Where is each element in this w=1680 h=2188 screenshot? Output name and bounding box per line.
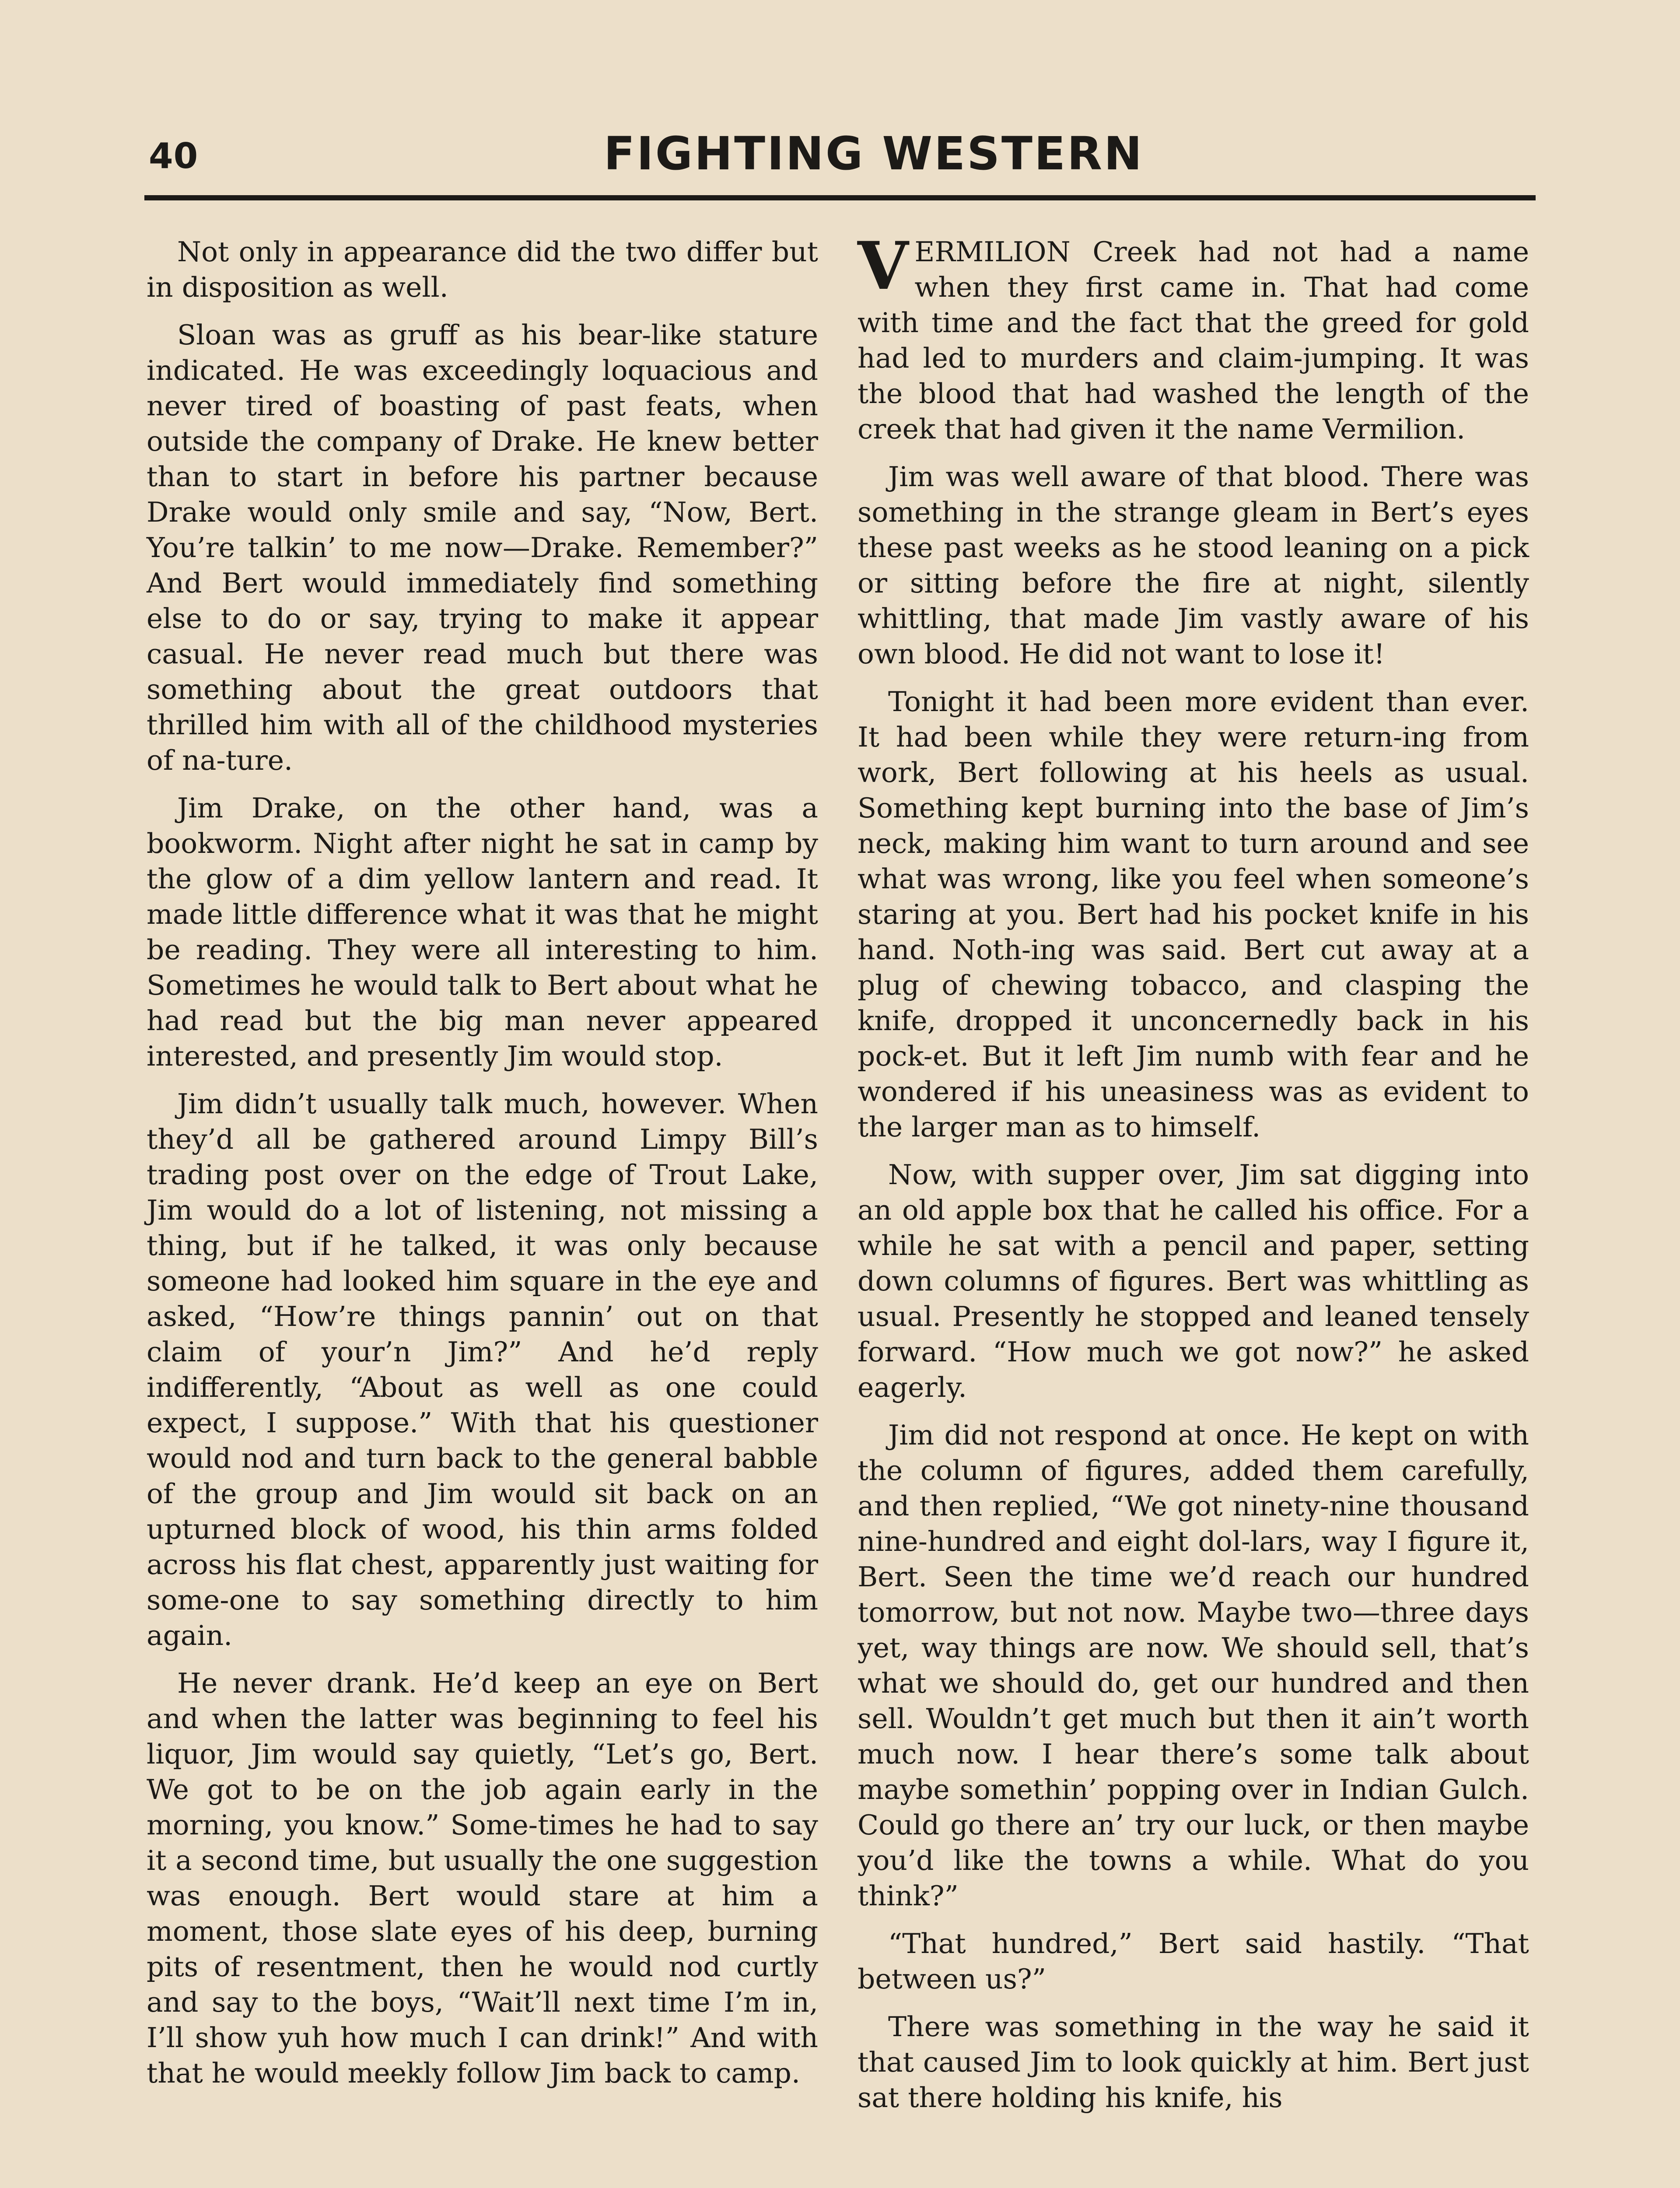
opening-paragraph-text: ERMILION Creek had not had a name when they first came in. That had come with time and the fact that the greed for gold had led to murders and claim-jumping. It was the blood that had washed the length of the creek that had given it the name Vermilion. [858,236,1529,445]
magazine-title: FIGHTING WESTERN [604,127,1144,180]
paragraph: Jim was well aware of that blood. There was something in the strange gleam in Bert’s eyes these past weeks as he stood leaning on a pick or sitting before the fire at night, silently whittling, that made Jim vastly aware of his own blood. He did not want to lose it! [858,461,1529,670]
paragraph: He never drank. He’d keep an eye on Bert and when the latter was beginning to feel his liquor, Jim would say quietly, “Let’s go, Bert. We got to be on the job again early in the morning, you know.” Some-times he had to say it a second time, but usually the one suggestion was enough. Bert would stare at him a moment, those slate eyes of his deep, burning pits of resentment, then he would nod curtly and say to the boys, “Wait’ll next time I’m in, I’ll show yuh how much I can drink!” And with that he would meekly follow Jim back to camp. [147,1667,818,2089]
paragraph: Jim did not respond at once. He kept on with the column of figures, added them carefully, and then replied, “We got ninety-nine thousand nine-hundred and eight dol-lars, way I figure it, Bert. Seen the time we’d reach our hundred tomorrow, but not now. Maybe two—three days yet, way things are now. We should sell, that’s what we should do, get our hundred and then sell. Wouldn’t get much but then it ain’t worth much now. I hear there’s some talk about maybe somethin’ popping over in Indian Gulch. Could go there an’ try our luck, or then maybe you’d like the towns a while. What do you think?” [858,1419,1529,1912]
paragraph: Jim didn’t usually talk much, however. When they’d all be gathered around Limpy Bill’s trading post over on the edge of Trout Lake, Jim would do a lot of listening, not missing a thing, but if he talked, it was only because someone had looked him square in the eye and asked, “How’re things pannin’ out on that claim of your’n Jim?” And he’d reply indifferently, “About as well as one could expect, I suppose.” With that his questioner would nod and turn back to the general babble of the group and Jim would sit back on an upturned block of wood, his thin arms folded across his flat chest, apparently just waiting for some-one to say something directly to him again. [147,1088,818,1652]
page-number: 40 [149,136,199,176]
paragraph: Sloan was as gruff as his bear-like stature indicated. He was exceedingly loquacious and never tired of boasting of past feats, when outside the company of Drake. He knew better than to start in before his partner because Drake would only smile and say, “Now, Bert. You’re talkin’ to me now—Drake. Remember?” And Bert would immediately find something else to do or say, trying to make it appear casual. He never read much but there was something about the great outdoors that thrilled him with all of the childhood mysteries of na-ture. [147,319,818,776]
paragraph: Jim Drake, on the other hand, was a bookworm. Night after night he sat in camp by the glow of a dim yellow lantern and read. It made little difference what it was that he might be reading. They were all interesting to him. Sometimes he would talk to Bert about what he had read but the big man never appeared interested, and presently Jim would stop. [147,792,818,1072]
paragraph: There was something in the way he said it that caused Jim to look quickly at him. Bert just sat there holding his knife, his [858,2011,1529,2114]
drop-cap: V [858,228,909,305]
left-column [147,234,818,2103]
paragraph: Now, with supper over, Jim sat digging into an old apple box that he called his office. For a while he sat with a pencil and paper, setting down columns of figures. Bert was whittling as usual. Presently he stopped and leaned tensely forward. “How much we got now?” he asked eagerly. [858,1159,1529,1403]
paragraph: “That hundred,” Bert said hastily. “That between us?” [858,1928,1529,1995]
paragraph: Tonight it had been more evident than ever. It had been while they were return-ing from work, Bert following at his heels as usual. Something kept burning into the base of Jim’s neck, making him want to turn around and see what was wrong, like you feel when someone’s staring at you. Bert had his pocket knife in his hand. Noth-ing was said. Bert cut away at a plug of chewing tobacco, and clasping the knife, dropped it unconcernedly back in his pock-et. But it left Jim numb with fear and he wondered if his uneasiness was as evident to the larger man as to himself. [858,686,1529,1143]
paragraph: Not only in appearance did the two differ but in disposition as well. [147,236,818,303]
right-column [858,228,1529,2128]
page-header [144,127,1536,197]
opening-paragraph [858,228,1529,447]
header-divider [144,195,1536,200]
